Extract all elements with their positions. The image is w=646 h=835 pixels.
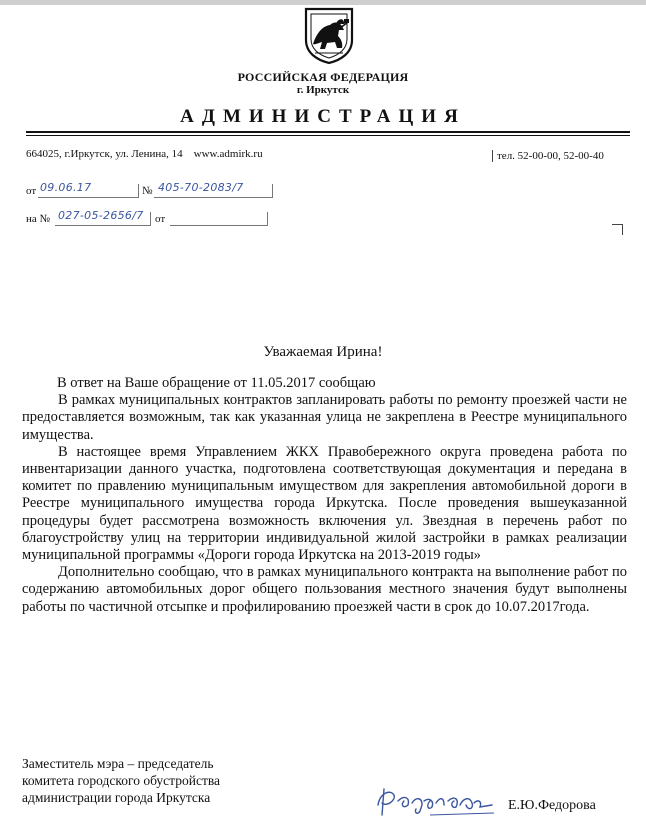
header-divider-thin xyxy=(26,135,630,136)
reply-from-label: от xyxy=(155,213,166,225)
reply-number: 027-05-2656/7 xyxy=(58,209,144,222)
paragraph: В ответ на Ваше обращение от 11.05.2017 сообщаю xyxy=(57,375,376,391)
outgoing-number: 405-70-2083/7 xyxy=(158,181,244,194)
signatory-position xyxy=(22,755,220,806)
address-block-corner-mark xyxy=(612,224,623,235)
paragraph: В настоящее время Управлением ЖКХ Правобережного округа проведена работа по инвентаризации данного участка, подготовлена соответствующая документация и передана в комитет по правлению муниципальным имуществом для закрепления автомобильной дороги в Реестре муниципального имущества города Иркутска. После проведения вышеуказанной процедуры будет рассмотрена возможность включения ул. Звездная в перечень работ по благоустройству улиц на территории индивидуальной жилой застройки в рамках реализации муниципальной программы «Дороги города Иркутска на 2013-2019 годы» xyxy=(22,443,627,564)
position-line: комитета городского обустройства xyxy=(22,773,221,788)
website: www.admirk.ru xyxy=(193,148,263,160)
country-name: РОССИЙСКАЯ ФЕДЕРАЦИЯ xyxy=(237,70,409,84)
paragraph: Дополнительно сообщаю, что в рамках муниципального контракта на выполнение работ по содержанию автомобильных дорог общего пользования местного значения будут выполнены работы по частичной отсыпке и профилированию проезжей части в срок до 10.07.2017года. xyxy=(22,564,627,615)
header-divider-thick xyxy=(26,131,630,133)
address-line xyxy=(26,148,263,160)
city-coat-of-arms xyxy=(303,6,355,64)
number-label: № xyxy=(142,185,153,197)
position-line: Заместитель мэра – председатель xyxy=(22,756,214,771)
document-title: АДМИНИСТРАЦИЯ xyxy=(180,106,466,127)
salutation: Уважаемая Ирина! xyxy=(263,344,383,360)
from-date: 09.06.17 xyxy=(40,181,92,194)
position-line: администрации города Иркутска xyxy=(22,790,211,805)
signatory-name: Е.Ю.Федорова xyxy=(508,798,596,813)
letter-body xyxy=(22,375,627,616)
handwritten-signature xyxy=(370,775,500,823)
reply-from-field xyxy=(170,212,268,226)
phone-numbers: тел. 52-00-00, 52-00-40 xyxy=(492,150,604,162)
reply-number-label: на № xyxy=(26,213,51,225)
from-label: от xyxy=(26,185,37,197)
city-name: г. Иркутск xyxy=(296,84,350,96)
scan-top-strip xyxy=(0,0,646,5)
paragraph: В рамках муниципальных контрактов запланировать работы по ремонту проезжей части не предоставляется возможным, так как указанная улица не закреплена в Реестре муниципального имущества. xyxy=(22,392,627,443)
address: 664025, г.Иркутск, ул. Ленина, 14 xyxy=(26,148,183,160)
